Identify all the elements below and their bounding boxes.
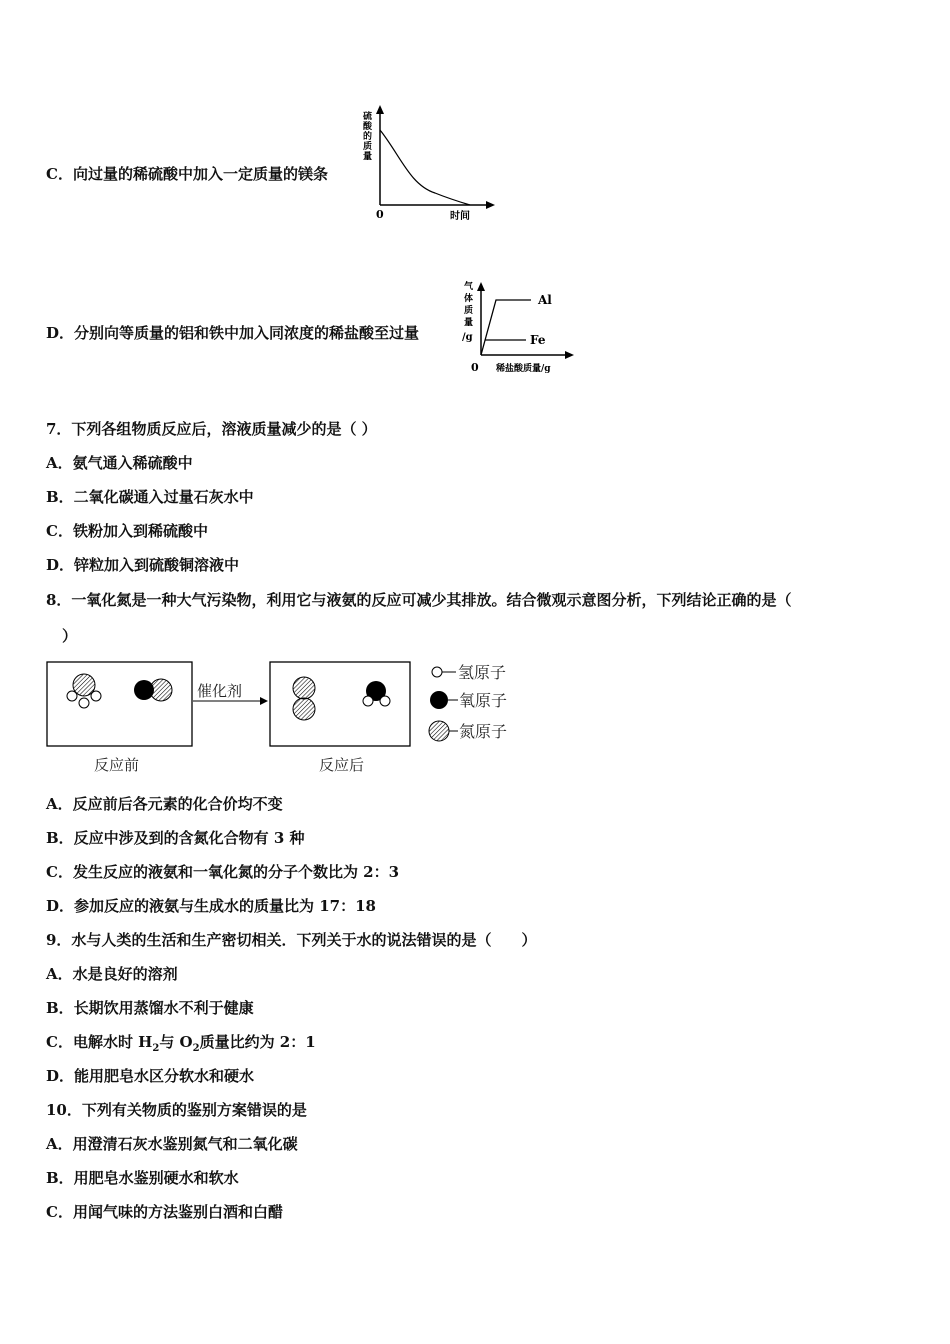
q8-stem: 8．一氧化氮是一种大气污染物，利用它与液氨的反应可减少其排放。结合微观示意图分析，下列结论正确的是（ xyxy=(46,591,792,609)
q9-option-d: D．能用肥皂水区分软水和硬水 xyxy=(46,1067,255,1085)
q7-option-b: B．二氧化碳通入过量石灰水中 xyxy=(46,488,254,506)
q9-option-c xyxy=(46,1032,316,1059)
q9-stem: 9．水与人类的生活和生产密切相关．下列关于水的说法错误的是（ ） xyxy=(46,931,537,949)
text: C．电解水时 H xyxy=(46,1033,153,1051)
y-label: 硫 xyxy=(363,112,373,122)
y-label: 量 xyxy=(363,152,373,162)
text: 与 O xyxy=(159,1033,193,1051)
q9-option-b: B．长期饮用蒸馏水不利于健康 xyxy=(46,999,254,1017)
chart-sulfuric-acid-vs-time xyxy=(355,105,495,225)
q10-option-b: B．用肥皂水鉴别硬水和软水 xyxy=(46,1169,239,1187)
legend-hydrogen: 氢原子 xyxy=(458,663,507,682)
legend-oxygen: 氧原子 xyxy=(459,691,508,710)
y-label: /g xyxy=(462,332,473,343)
x-label: 时间 xyxy=(450,211,470,222)
origin-label: 0 xyxy=(376,208,384,221)
q7-option-c: C．铁粉加入到稀硫酸中 xyxy=(46,522,208,540)
y-label: 质 xyxy=(464,306,474,316)
q7-option-a: A．氨气通入稀硫酸中 xyxy=(46,454,193,472)
y-label: 酸 xyxy=(363,122,373,132)
reaction-diagram xyxy=(44,658,534,778)
q10-stem: 10．下列有关物质的鉴别方案错误的是 xyxy=(46,1101,307,1119)
q8-option-c: C．发生反应的液氨和一氧化氮的分子个数比为 2：3 xyxy=(46,863,400,881)
q8-option-b: B．反应中涉及到的含氮化合物有 3 种 xyxy=(46,829,305,847)
q10-option-c: C．用闻气味的方法鉴别白酒和白醋 xyxy=(46,1203,283,1221)
before-label: 反应前 xyxy=(94,756,140,774)
q6-option-d: D．分别向等质量的铝和铁中加入同浓度的稀盐酸至过量 xyxy=(46,324,420,342)
subscript: 2 xyxy=(192,1043,200,1054)
legend-nitrogen: 氮原子 xyxy=(459,722,508,741)
series-label-fe: Fe xyxy=(530,333,546,347)
legend xyxy=(429,663,507,741)
y-label: 质 xyxy=(363,142,373,152)
q6-option-c: C．向过量的稀硫酸中加入一定质量的镁条 xyxy=(46,165,328,183)
chart-gas-vs-acid xyxy=(458,280,578,380)
x-label: 稀盐酸质量/g xyxy=(496,364,551,374)
origin-label: 0 xyxy=(471,361,479,374)
catalyst-label: 催化剂 xyxy=(197,682,243,700)
q8-stem-end: ） xyxy=(62,627,78,645)
y-label: 体 xyxy=(464,294,474,304)
text: 质量比约为 2：1 xyxy=(199,1033,316,1051)
q7-stem: 7．下列各组物质反应后，溶液质量减少的是（ ） xyxy=(46,420,377,438)
y-label: 量 xyxy=(464,318,474,328)
y-label: 的 xyxy=(363,132,373,142)
series-label-al: Al xyxy=(538,293,552,307)
q8-option-a: A．反应前后各元素的化合价均不变 xyxy=(46,795,283,813)
q9-option-a: A．水是良好的溶剂 xyxy=(46,965,178,983)
q10-option-a: A．用澄清石灰水鉴别氮气和二氧化碳 xyxy=(46,1135,298,1153)
after-label: 反应后 xyxy=(319,756,365,774)
q8-option-d: D．参加反应的液氨与生成水的质量比为 17：18 xyxy=(46,897,376,915)
subscript: 2 xyxy=(152,1043,160,1054)
q7-option-d: D．锌粒加入到硫酸铜溶液中 xyxy=(46,556,240,574)
nitric-oxide-molecule xyxy=(134,679,172,701)
y-label: 气 xyxy=(464,282,474,292)
